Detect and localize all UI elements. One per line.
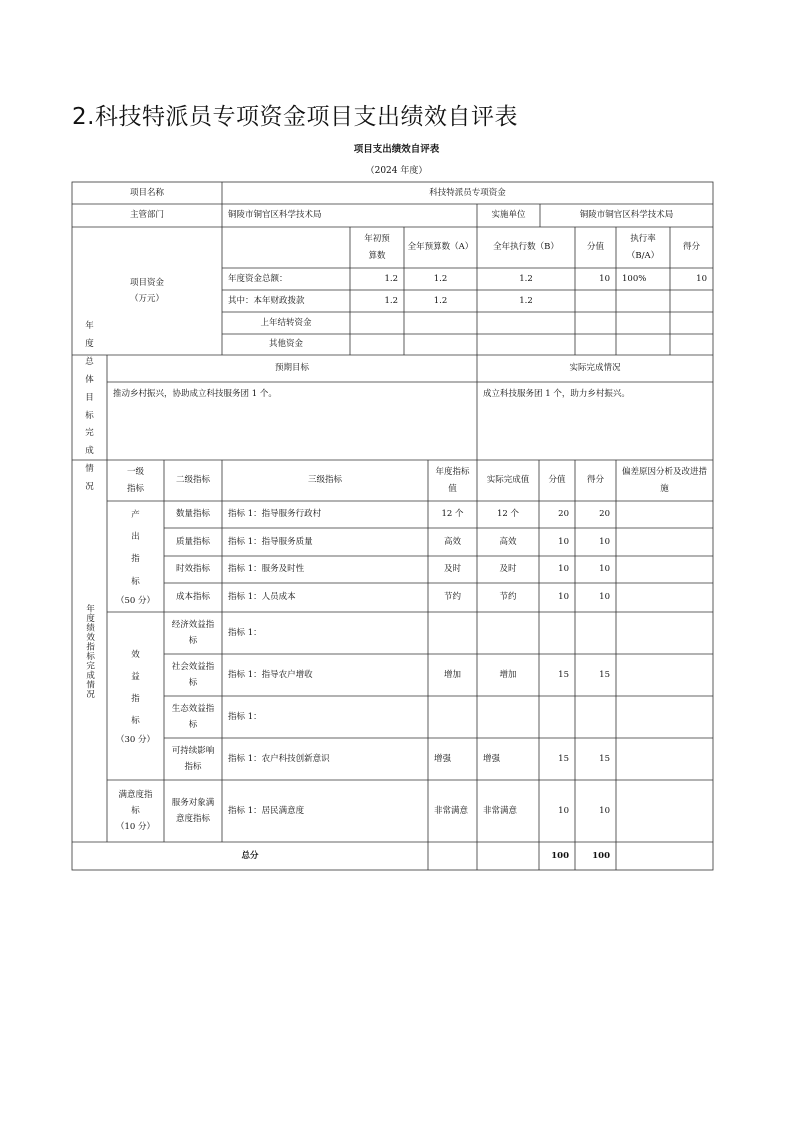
ind-score — [575, 612, 616, 654]
ind-level2: 时效指标 — [175, 564, 210, 575]
header-level3: 三级指标 — [307, 475, 342, 486]
header-full-budget: 全年预算数（A） — [407, 242, 474, 253]
header-analysis: 偏差原因分析及改进措施 — [622, 467, 708, 494]
ind-level2: 服务对象满意度指标 — [171, 797, 215, 824]
funds-row-executed: 1.2 — [519, 295, 533, 306]
impl-value: 铜陵市铜官区科学技术局 — [579, 210, 674, 221]
ind-target: 非常满意 — [434, 805, 469, 816]
impl-label: 实施单位 — [491, 210, 526, 221]
ind-target: 增强 — [434, 753, 452, 764]
funds-row-label: 其他资金 — [268, 339, 303, 350]
funds-row-rate — [616, 334, 670, 355]
header-executed: 全年执行数（B） — [493, 242, 559, 253]
group-weight: （50 分） — [115, 595, 156, 606]
ind-target — [428, 696, 477, 738]
goals-actual-header: 实际完成情况 — [569, 363, 621, 374]
ind-level3: 指标 1： — [228, 627, 262, 638]
group-name: 满意度指标 — [118, 789, 153, 816]
funds-row-full: 1.2 — [433, 295, 448, 306]
ind-target — [428, 612, 477, 654]
ind-score: 10 — [599, 564, 610, 575]
funds-row-rate — [616, 312, 670, 334]
ind-score-value — [539, 612, 575, 654]
ind-score-value: 15 — [558, 669, 569, 680]
ind-score-value: 10 — [558, 592, 569, 603]
ind-score-value — [539, 696, 575, 738]
funds-row-initial: 1.2 — [384, 273, 398, 284]
funds-row-rate — [616, 290, 670, 312]
ind-score-value: 15 — [558, 753, 569, 764]
dept-value: 铜陵市铜官区科学技术局 — [228, 210, 322, 221]
header-score: 得分 — [682, 242, 700, 253]
ind-score-value: 10 — [558, 564, 569, 575]
total-score: 100 — [592, 850, 610, 861]
group-output — [107, 501, 164, 612]
ind-score: 15 — [599, 669, 610, 680]
header-rate: 执行率（B/A） — [626, 234, 660, 261]
funds-row-rate: 100% — [622, 273, 647, 284]
funds-row-initial — [350, 312, 404, 334]
header-level2: 二级指标 — [175, 475, 210, 486]
ind-actual: 高效 — [499, 536, 517, 547]
ind-level3: 指标 1：农户科技创新意识 — [228, 753, 330, 764]
ind-target: 高效 — [443, 536, 461, 547]
total-score-value: 100 — [551, 850, 569, 861]
goals-expected-text: 推动乡村振兴，协助成立科技服务团 1 个。 — [113, 389, 277, 399]
ind-score-value: 10 — [558, 536, 569, 547]
goals-actual-text: 成立科技服务团 1 个，助力乡村振兴。 — [483, 389, 630, 399]
ind-level2: 社会效益指标 — [171, 661, 215, 688]
header-ind-score: 得分 — [586, 475, 604, 486]
funds-row-executed: 1.2 — [519, 273, 533, 284]
ind-target: 增加 — [443, 669, 461, 680]
ind-level3: 指标 1：服务及时性 — [228, 564, 305, 575]
indicators-side-label-text: 年度绩效指标完成情况 — [84, 603, 95, 699]
funds-row-full — [404, 312, 477, 334]
ind-score: 15 — [599, 753, 610, 764]
ind-score: 10 — [599, 805, 610, 816]
funds-row-full — [404, 334, 477, 355]
ind-level3: 指标 1：人员成本 — [228, 592, 296, 603]
funds-row-label: 上年结转资金 — [260, 317, 312, 328]
group-benefit — [107, 612, 164, 780]
funds-row-label: 其中：本年财政拨款 — [228, 295, 305, 306]
ind-level2: 成本指标 — [175, 592, 210, 603]
header-ind-score-value: 分值 — [548, 475, 566, 486]
funds-row-score: 10 — [696, 273, 707, 284]
funds-label-line2: （万元） — [129, 294, 164, 304]
group-weight: （10 分） — [115, 822, 156, 833]
ind-score: 20 — [599, 509, 610, 520]
group-weight: （30 分） — [115, 735, 156, 746]
ind-level2: 经济效益指标 — [171, 619, 215, 646]
dept-label: 主管部门 — [129, 210, 164, 221]
ind-actual: 节约 — [499, 592, 517, 603]
page-heading: 2.科技特派员专项资金项目支出绩效自评表 — [72, 104, 518, 130]
ind-level2: 数量指标 — [175, 509, 210, 520]
ind-actual: 增加 — [499, 669, 517, 680]
ind-score — [575, 696, 616, 738]
project-name-label: 项目名称 — [129, 187, 164, 198]
group-name: 产出指标 — [131, 510, 140, 587]
funds-row-score-value: 10 — [599, 273, 610, 284]
ind-score-value: 10 — [558, 805, 569, 816]
ind-actual: 增强 — [483, 753, 501, 764]
funds-row-executed — [477, 334, 575, 355]
ind-actual — [477, 696, 539, 738]
table-year: （2024 年度） — [365, 166, 428, 176]
group-satisfaction — [107, 780, 164, 842]
header-score-value: 分值 — [586, 242, 604, 253]
funds-row-score-value — [575, 290, 616, 312]
funds-row-score-value — [575, 334, 616, 355]
ind-target: 12 个 — [441, 509, 464, 520]
funds-row-score — [670, 334, 713, 355]
ind-target: 节约 — [443, 592, 461, 603]
funds-row-executed — [477, 312, 575, 334]
project-name-value: 科技特派员专项资金 — [429, 187, 506, 198]
funds-row-label: 年度资金总额： — [228, 273, 288, 284]
goals-side-label: 年度总体目标完成情况 — [85, 321, 94, 492]
ind-actual: 非常满意 — [483, 805, 518, 816]
goals-expected-header: 预期目标 — [274, 363, 309, 374]
ind-level3: 指标 1：指导服务质量 — [228, 536, 313, 547]
funds-row-full: 1.2 — [433, 273, 448, 284]
group-name: 效益指标 — [131, 649, 140, 727]
ind-level3: 指标 1：指导农户增收 — [228, 669, 313, 680]
ind-score: 10 — [599, 536, 610, 547]
ind-target: 及时 — [443, 564, 461, 575]
indicators-side-label — [72, 460, 107, 842]
funds-row-score-value — [575, 312, 616, 334]
ind-score-value: 20 — [558, 509, 569, 520]
ind-actual: 12 个 — [496, 509, 520, 520]
ind-level3: 指标 1：居民满意度 — [228, 805, 305, 816]
funds-row-score — [670, 290, 713, 312]
header-level1: 一级指标 — [126, 467, 144, 494]
ind-actual — [477, 612, 539, 654]
funds-label-line1: 项目资金 — [129, 277, 164, 288]
ind-level2: 可持续影响指标 — [171, 745, 215, 772]
ind-level2: 质量指标 — [175, 536, 210, 547]
total-label: 总分 — [241, 850, 259, 861]
funds-row-score — [670, 312, 713, 334]
header-target: 年度指标值 — [435, 467, 470, 494]
ind-score: 10 — [599, 592, 610, 603]
header-actual: 实际完成值 — [486, 475, 530, 486]
table-title: 项目支出绩效自评表 — [353, 144, 440, 155]
ind-level3: 指标 1： — [228, 711, 262, 722]
ind-level3: 指标 1：指导服务行政村 — [228, 509, 322, 520]
funds-row-initial: 1.2 — [384, 295, 398, 306]
ind-actual: 及时 — [499, 564, 517, 575]
header-initial-budget: 年初预算数 — [364, 234, 390, 261]
ind-level2: 生态效益指标 — [171, 703, 215, 730]
funds-row-initial — [350, 334, 404, 355]
